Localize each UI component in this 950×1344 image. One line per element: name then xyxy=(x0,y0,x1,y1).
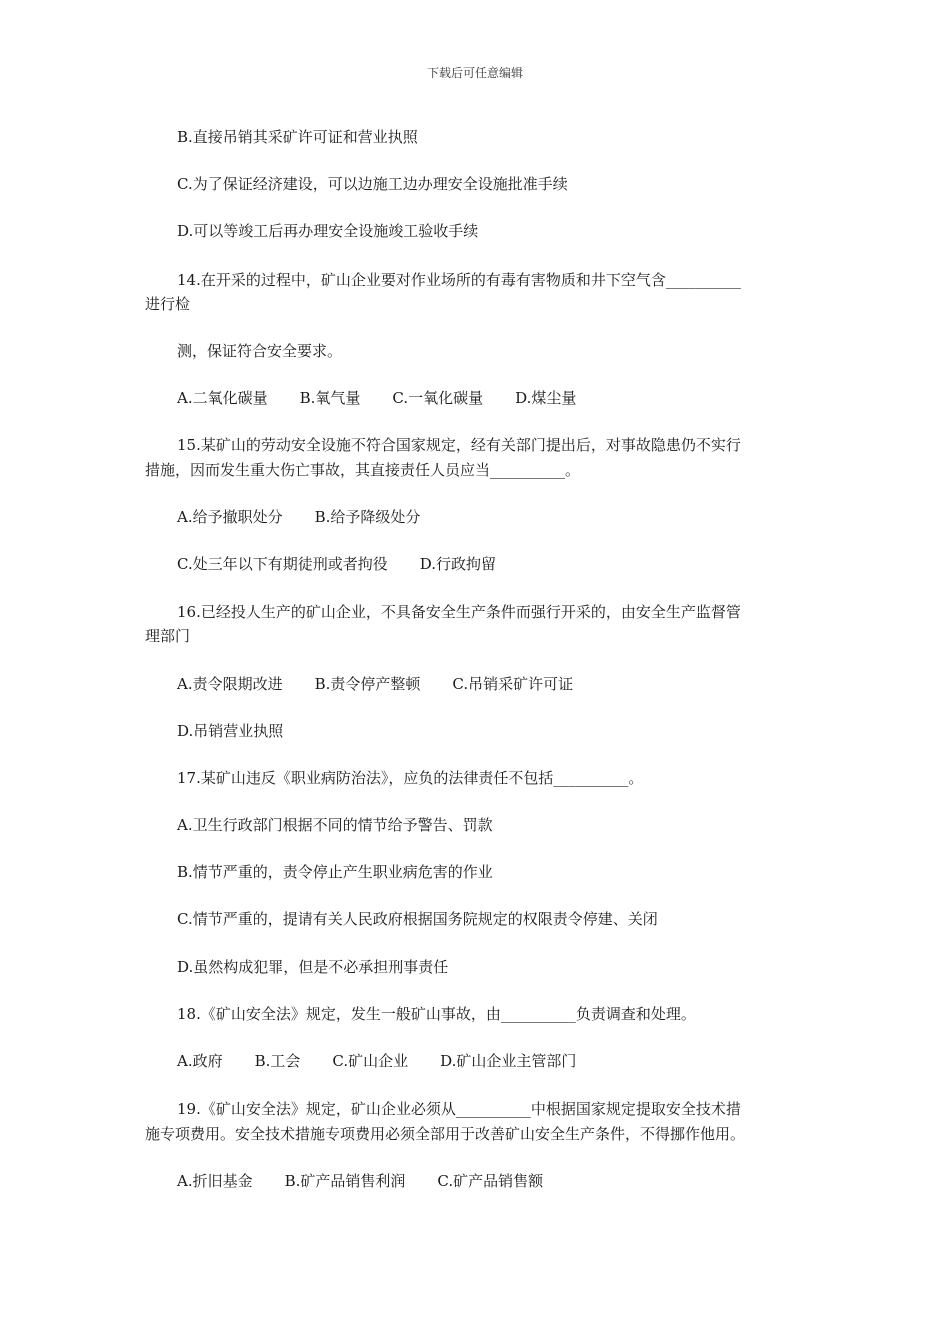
answer-option: C.处三年以下有期徒刑或者拘役 xyxy=(177,555,388,573)
text-line: B.直接吊销其采矿许可证和营业执照 xyxy=(177,128,418,146)
text-line: 措施，因而发生重大伤亡事故，其直接责任人员应当__________。 xyxy=(145,461,581,479)
answer-option: C.矿山企业 xyxy=(332,1052,409,1070)
text-line: 15.某矿山的劳动安全设施不符合国家规定，经有关部门提出后，对事故隐患仍不实行 xyxy=(177,436,741,454)
text-line: D.可以等竣工后再办理安全设施竣工验收手续 xyxy=(177,222,479,240)
text-line: C.情节严重的，提请有关人民政府根据国务院规定的权限责令停建、关闭 xyxy=(177,910,658,928)
answer-option: B.工会 xyxy=(254,1052,301,1070)
text-line: 16.已经投人生产的矿山企业，不具备安全生产条件而强行开采的，由安全生产监督管 xyxy=(177,603,741,621)
page-header: 下载后可任意编辑 xyxy=(426,66,523,80)
answer-option: B.责令停产整顿 xyxy=(314,675,421,693)
text-line: 进行检 xyxy=(145,295,191,313)
text-line: 14.在开采的过程中，矿山企业要对作业场所的有毒有害物质和井下空气含__________ xyxy=(177,271,741,289)
answer-option: D.行政拘留 xyxy=(419,555,496,573)
text-line: 施专项费用。安全技术措施专项费用必须全部用于改善矿山安全生产条件，不得挪作他用。 xyxy=(145,1125,746,1143)
answer-option: C.矿产品销售额 xyxy=(437,1172,544,1190)
option-row xyxy=(177,507,420,527)
text-line: D.虽然构成犯罪，但是不必承担刑事责任 xyxy=(177,958,449,976)
answer-option: B.给予降级处分 xyxy=(314,508,421,526)
answer-option: B.矿产品销售利润 xyxy=(284,1172,406,1190)
answer-option: B.氧气量 xyxy=(299,389,361,407)
option-row xyxy=(177,1171,543,1191)
answer-option: A.责令限期改进 xyxy=(177,675,283,693)
option-row xyxy=(177,388,576,408)
text-line: B.情节严重的，责令停止产生职业病危害的作业 xyxy=(177,863,493,881)
text-line: 18.《矿山安全法》规定，发生一般矿山事故，由__________负责调查和处理。 xyxy=(177,1005,696,1023)
answer-option: A.二氧化碳量 xyxy=(177,389,268,407)
option-row xyxy=(177,674,573,694)
text-line: C.为了保证经济建设，可以边施工边办理安全设施批准手续 xyxy=(177,175,568,193)
option-row xyxy=(177,554,496,574)
answer-option: A.给予撤职处分 xyxy=(177,508,283,526)
option-row xyxy=(177,1051,576,1071)
answer-option: D.矿山企业主管部门 xyxy=(440,1052,577,1070)
text-line: A.卫生行政部门根据不同的情节给予警告、罚款 xyxy=(177,816,493,834)
answer-option: C.吊销采矿许可证 xyxy=(452,675,574,693)
text-line: 19.《矿山安全法》规定，矿山企业必须从__________中根据国家规定提取安全技术措 xyxy=(177,1100,741,1118)
answer-option: A.折旧基金 xyxy=(177,1172,253,1190)
text-line: 17.某矿山违反《职业病防治法》，应负的法律责任不包括__________。 xyxy=(177,769,644,787)
answer-option: D.煤尘量 xyxy=(515,389,577,407)
answer-option: A.政府 xyxy=(177,1052,223,1070)
text-line: D.吊销营业执照 xyxy=(177,722,284,740)
text-line: 理部门 xyxy=(145,627,191,645)
text-line: 测，保证符合安全要求。 xyxy=(177,342,343,360)
answer-option: C.一氧化碳量 xyxy=(392,389,484,407)
